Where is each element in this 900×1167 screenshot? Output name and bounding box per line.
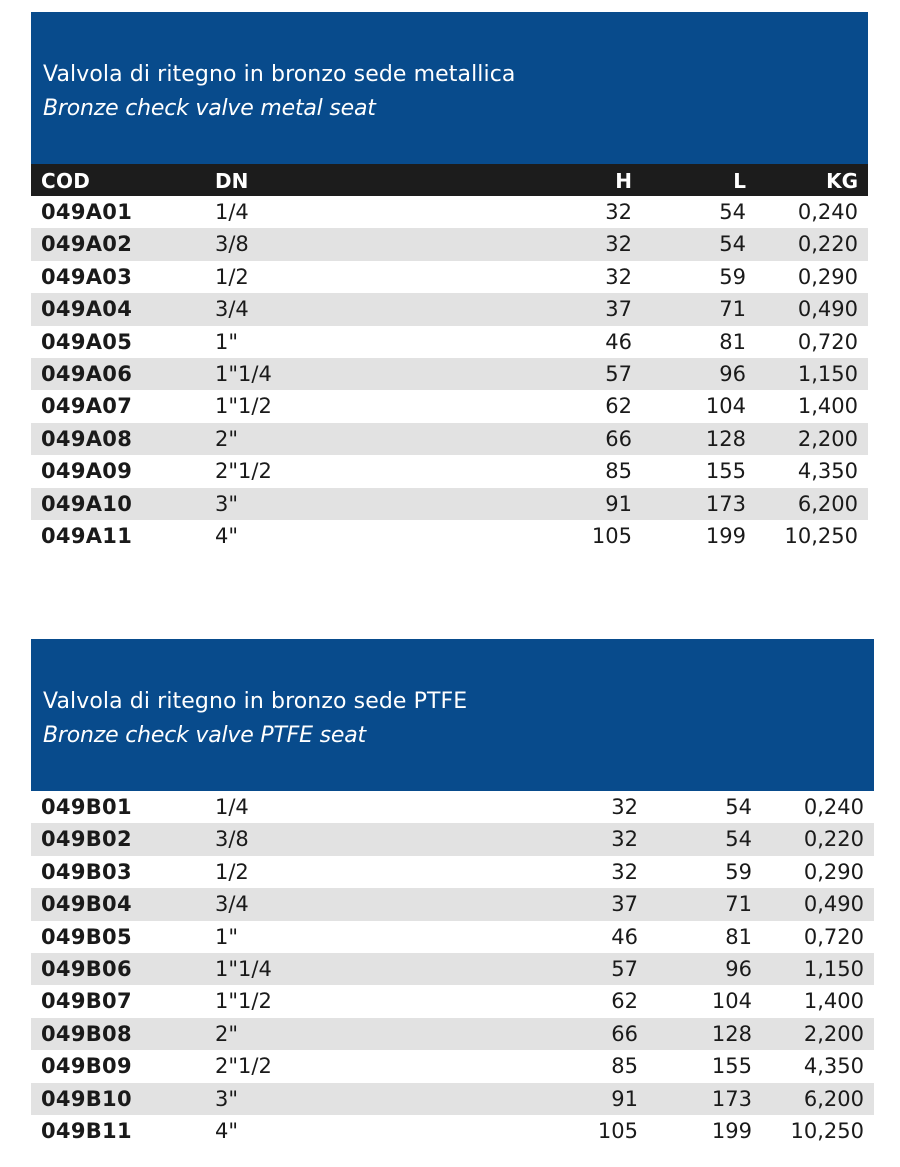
table-row — [31, 856, 874, 888]
cell-kg: 0,220 — [797, 232, 858, 257]
cell-cod: 049A06 — [41, 361, 133, 386]
cell-h: 91 — [611, 1086, 638, 1111]
section-banner — [31, 12, 868, 164]
cell-h: 37 — [605, 297, 632, 322]
cell-kg: 4,350 — [797, 459, 858, 484]
cell-l: 96 — [725, 956, 752, 981]
cell-dn: 1/2 — [215, 264, 249, 289]
cell-kg: 0,290 — [797, 264, 858, 289]
section-title-english: Bronze check valve PTFE seat — [43, 723, 366, 748]
cell-kg: 10,250 — [790, 1118, 864, 1143]
cell-cod: 049B08 — [41, 1021, 132, 1046]
cell-h: 85 — [605, 459, 632, 484]
cell-h: 91 — [605, 491, 632, 516]
cell-cod: 049B09 — [41, 1054, 132, 1079]
table-row — [31, 358, 868, 390]
cell-cod: 049A01 — [41, 200, 133, 224]
column-header-kg: KG — [826, 169, 858, 193]
table-row — [31, 196, 868, 228]
product-section-ptfe-seat — [31, 639, 874, 1147]
cell-kg: 6,200 — [797, 491, 858, 516]
table-row — [31, 293, 868, 325]
cell-cod: 049A08 — [41, 426, 133, 451]
table-row — [31, 390, 868, 422]
cell-dn: 1/4 — [215, 200, 249, 224]
cell-l: 173 — [705, 491, 746, 516]
table-row — [31, 261, 868, 293]
column-header-cod: COD — [41, 169, 91, 193]
cell-cod: 049B03 — [41, 859, 132, 884]
table-row — [31, 326, 868, 358]
cell-h: 46 — [611, 924, 638, 949]
cell-kg: 2,200 — [797, 426, 858, 451]
cell-dn: 1"1/4 — [215, 956, 272, 981]
cell-h: 85 — [611, 1054, 638, 1079]
cell-l: 173 — [711, 1086, 752, 1111]
cell-h: 32 — [605, 232, 632, 257]
cell-dn: 3/8 — [215, 232, 249, 257]
cell-dn: 3" — [215, 1086, 239, 1111]
table-row — [31, 921, 874, 953]
product-section-metal-seat — [31, 12, 868, 552]
cell-dn: 3/8 — [215, 827, 249, 852]
table-row — [31, 228, 868, 260]
cell-kg: 0,240 — [797, 200, 858, 224]
table-row — [31, 953, 874, 985]
cell-h: 62 — [611, 989, 638, 1014]
section-title-english: Bronze check valve metal seat — [43, 96, 376, 121]
cell-l: 96 — [719, 361, 746, 386]
cell-l: 155 — [705, 459, 746, 484]
cell-l: 71 — [725, 892, 752, 917]
cell-h: 66 — [611, 1021, 638, 1046]
cell-cod: 049B04 — [41, 892, 132, 917]
cell-cod: 049B10 — [41, 1086, 132, 1111]
cell-dn: 1/4 — [215, 795, 249, 819]
cell-l: 54 — [719, 232, 746, 257]
cell-cod: 049A02 — [41, 232, 133, 257]
cell-kg: 0,240 — [803, 795, 864, 819]
cell-kg: 10,250 — [784, 523, 858, 548]
cell-h: 32 — [605, 264, 632, 289]
cell-l: 128 — [705, 426, 746, 451]
cell-cod: 049A10 — [41, 491, 133, 516]
cell-kg: 0,290 — [803, 859, 864, 884]
cell-kg: 1,150 — [797, 361, 858, 386]
cell-dn: 1"1/2 — [215, 989, 272, 1014]
section-title-italian: Valvola di ritegno in bronzo sede metallica — [43, 62, 516, 87]
cell-dn: 1" — [215, 924, 239, 949]
cell-l: 104 — [711, 989, 752, 1014]
cell-l: 104 — [705, 394, 746, 419]
cell-kg: 1,150 — [803, 956, 864, 981]
cell-kg: 4,350 — [803, 1054, 864, 1079]
cell-cod: 049A05 — [41, 329, 133, 354]
cell-dn: 1/2 — [215, 859, 249, 884]
cell-l: 59 — [719, 264, 746, 289]
cell-l: 81 — [719, 329, 746, 354]
cell-kg: 1,400 — [797, 394, 858, 419]
cell-dn: 4" — [215, 1118, 239, 1143]
cell-l: 155 — [711, 1054, 752, 1079]
cell-h: 57 — [611, 956, 638, 981]
cell-cod: 049A07 — [41, 394, 133, 419]
cell-h: 46 — [605, 329, 632, 354]
table-row — [31, 791, 874, 823]
table-body — [31, 196, 868, 552]
cell-cod: 049B01 — [41, 795, 132, 819]
cell-l: 128 — [711, 1021, 752, 1046]
cell-l: 199 — [711, 1118, 752, 1143]
cell-cod: 049A03 — [41, 264, 133, 289]
table-row — [31, 1018, 874, 1050]
cell-cod: 049B06 — [41, 956, 132, 981]
cell-kg: 2,200 — [803, 1021, 864, 1046]
cell-kg: 0,220 — [803, 827, 864, 852]
cell-dn: 1"1/2 — [215, 394, 272, 419]
section-title-italian: Valvola di ritegno in bronzo sede PTFE — [43, 689, 468, 714]
column-header-dn: DN — [215, 169, 249, 193]
cell-dn: 2" — [215, 426, 239, 451]
cell-h: 62 — [605, 394, 632, 419]
cell-h: 105 — [597, 1118, 638, 1143]
cell-l: 81 — [725, 924, 752, 949]
cell-h: 32 — [611, 827, 638, 852]
cell-kg: 0,490 — [803, 892, 864, 917]
table-body — [31, 791, 874, 1147]
cell-l: 54 — [719, 200, 746, 224]
table-row — [31, 1115, 874, 1147]
cell-dn: 1"1/4 — [215, 361, 272, 386]
cell-cod: 049A09 — [41, 459, 133, 484]
cell-dn: 3/4 — [215, 297, 249, 322]
cell-dn: 3" — [215, 491, 239, 516]
section-banner — [31, 639, 874, 791]
table-row — [31, 455, 868, 487]
table-row — [31, 520, 868, 552]
table-row — [31, 423, 868, 455]
cell-dn: 1" — [215, 329, 239, 354]
cell-dn: 2"1/2 — [215, 1054, 272, 1079]
cell-dn: 2" — [215, 1021, 239, 1046]
table-row — [31, 985, 874, 1017]
cell-dn: 2"1/2 — [215, 459, 272, 484]
column-header-h: H — [615, 169, 632, 193]
cell-h: 32 — [611, 859, 638, 884]
cell-kg: 0,490 — [797, 297, 858, 322]
cell-cod: 049A04 — [41, 297, 133, 322]
cell-cod: 049B11 — [41, 1118, 132, 1143]
cell-h: 105 — [591, 523, 632, 548]
cell-l: 59 — [725, 859, 752, 884]
cell-kg: 0,720 — [803, 924, 864, 949]
cell-h: 32 — [605, 200, 632, 224]
table-row — [31, 823, 874, 855]
cell-h: 37 — [611, 892, 638, 917]
table-row — [31, 488, 868, 520]
cell-cod: 049B07 — [41, 989, 132, 1014]
cell-kg: 6,200 — [803, 1086, 864, 1111]
cell-cod: 049B05 — [41, 924, 132, 949]
cell-dn: 3/4 — [215, 892, 249, 917]
cell-dn: 4" — [215, 523, 239, 548]
cell-l: 54 — [725, 795, 752, 819]
cell-cod: 049A11 — [41, 523, 133, 548]
cell-kg: 0,720 — [797, 329, 858, 354]
table-header — [31, 164, 868, 196]
cell-l: 199 — [705, 523, 746, 548]
table-row — [31, 1083, 874, 1115]
cell-l: 71 — [719, 297, 746, 322]
cell-cod: 049B02 — [41, 827, 132, 852]
table-row — [31, 1050, 874, 1082]
cell-h: 66 — [605, 426, 632, 451]
cell-l: 54 — [725, 827, 752, 852]
cell-kg: 1,400 — [803, 989, 864, 1014]
table-row — [31, 888, 874, 920]
column-header-l: L — [733, 169, 746, 193]
cell-h: 32 — [611, 795, 638, 819]
cell-h: 57 — [605, 361, 632, 386]
